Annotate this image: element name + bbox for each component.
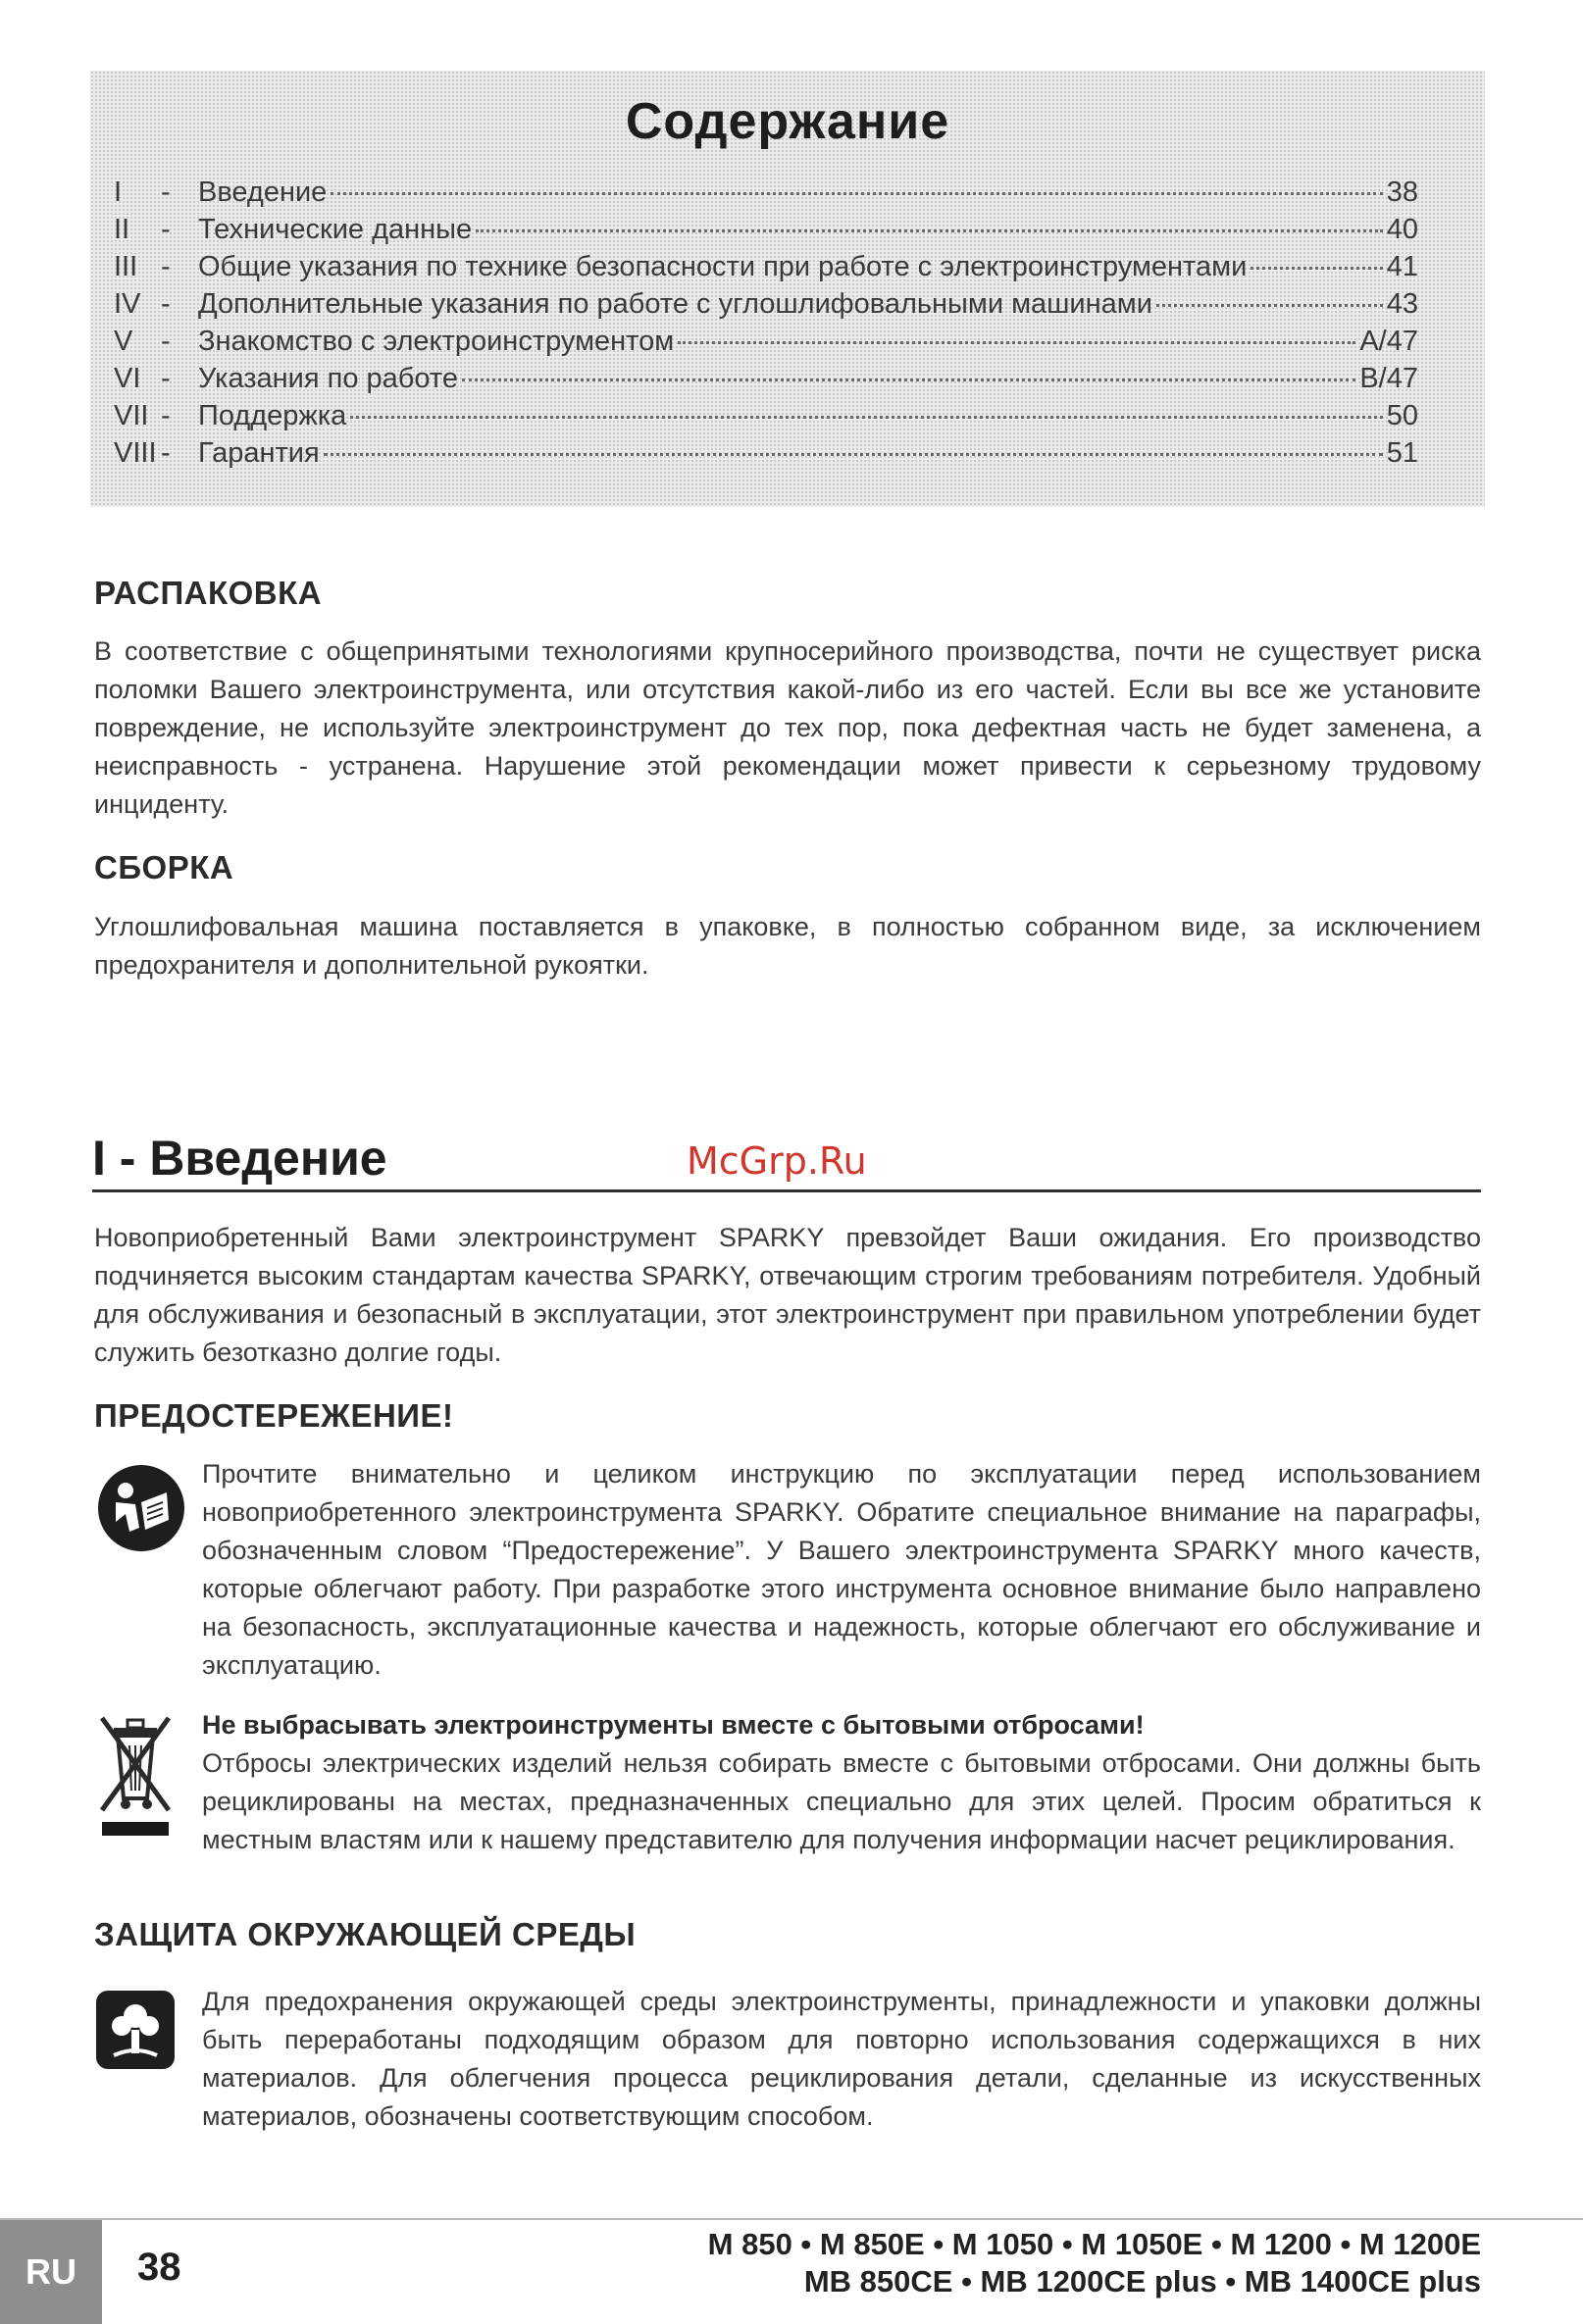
toc-item-label: Технические данные <box>198 214 473 245</box>
model-list-line: M 850 • M 850E • M 1050 • M 1050E • M 1200 • M 1200E <box>707 2227 1481 2261</box>
toc-item-leader <box>476 229 1383 232</box>
recycle-tree-icon <box>96 1991 175 2074</box>
toc-item-number: I <box>114 177 123 208</box>
warning-heading: ПРЕДОСТЕРЕЖЕНИЕ! <box>94 1397 454 1434</box>
toc-item-dash: - <box>161 214 171 245</box>
toc-item-label: Поддержка <box>198 400 347 431</box>
toc-item-page: 50 <box>1386 400 1418 431</box>
unpacking-text: В соответствие с общепринятыми технологиями крупносерийного производства, почти не существует риска поломки Вашего электроинструмента, или отсутствия какой-либо из его частей. Если вы все же установите повреждение, не используйте электроинструмент до тех пор, пока дефектная часть не будет заменена, а неисправность - устранена. Нарушение этой рекомендации может привести к серьезному трудовому инциденту. <box>94 636 1481 819</box>
toc-item-leader <box>331 192 1382 195</box>
disposal-heading: Не выбрасывать электроинструменты вместе с бытовыми отбросами! <box>202 1710 1145 1740</box>
toc-item-leader <box>350 416 1382 419</box>
intro-text: Новоприобретенный Вами электроинструмент SPARKY превзойдет Ваши ожидания. Его производство подчиняется высоким стандартам качества SPARKY, отвечающим строгим требованиям потребителя. Удобный для обслуживания и безопасный в эксплуатации, этот электроинструмент при правильном употреблении будет служить безотказно долгие годы. <box>94 1223 1481 1367</box>
toc-item-page: B/47 <box>1359 363 1418 394</box>
crossed-bin-icon <box>96 1712 175 1844</box>
toc-item-dash: - <box>161 177 171 208</box>
page-number: 38 <box>137 2246 181 2289</box>
toc-item-leader <box>1251 267 1382 270</box>
toc-item-number: V <box>114 326 133 357</box>
model-list <box>708 2226 1481 2300</box>
warning-text: Прочтите внимательно и целиком инструкцию по эксплуатации перед использованием новоприобретенного электроинструмента SPARKY. Обратите специальное внимание на параграфы, обозначенным словом “Предостережение”. У Вашего электроинструмента SPARKY много качеств, которые облегчают работу. При разработке этого инструмента основное внимание было направлено на безопасность, эксплуатационные качества и надежность, которые облегчают его обслуживание и эксплуатацию. <box>202 1459 1481 1680</box>
toc-item-number: VIII <box>114 437 157 469</box>
toc-item-page: 51 <box>1386 437 1418 469</box>
toc-title: Содержание <box>625 93 950 150</box>
environment-text: Для предохранения окружающей среды электроинструменты, принадлежности и упаковки должны быть переработаны подходящим образом для повторно использования содержащихся в них материалов. Для облегчения процесса рециклирования детали, сделанные из искусственных материалов, обозначены соответствующим способом. <box>202 1987 1481 2131</box>
toc-item-number: II <box>114 214 130 245</box>
toc-item[interactable] <box>114 177 1418 214</box>
toc-item-page: 43 <box>1386 288 1418 320</box>
toc-item-page: A/47 <box>1359 326 1418 357</box>
toc-item[interactable] <box>114 400 1418 437</box>
toc-item-dash: - <box>161 400 171 431</box>
toc-item-leader <box>324 453 1383 456</box>
toc-item-leader <box>462 379 1355 381</box>
toc-list <box>114 177 1418 475</box>
disposal-block <box>202 1706 1481 1859</box>
footer-divider <box>0 2218 1583 2220</box>
toc-item-number: III <box>114 251 138 282</box>
toc-item-label: Гарантия <box>198 437 320 469</box>
toc-item-dash: - <box>161 326 171 357</box>
section-title: I - Введение <box>92 1131 387 1186</box>
toc-item-dash: - <box>161 288 171 320</box>
unpacking-heading: РАСПАКОВКА <box>94 575 323 611</box>
toc-item-page: 40 <box>1386 214 1418 245</box>
toc-item-dash: - <box>161 363 171 394</box>
section-divider <box>92 1189 1481 1192</box>
toc-item-label: Указания по работе <box>198 363 458 394</box>
toc-item-label: Введение <box>198 177 328 208</box>
toc-item-leader <box>678 341 1355 344</box>
toc-item-dash: - <box>161 251 171 282</box>
toc-item-label: Знакомство с электроинструментом <box>198 326 675 357</box>
language-badge: RU <box>0 2220 102 2324</box>
toc-item[interactable] <box>114 437 1418 475</box>
toc-item[interactable] <box>114 363 1418 400</box>
assembly-text: Углошлифовальная машина поставляется в упаковке, в полностью собранном виде, за исключением предохранителя и дополнительной рукоятки. <box>94 912 1481 980</box>
toc-item-number: VII <box>114 400 149 431</box>
watermark: McGrp.Ru <box>687 1139 867 1183</box>
toc-item-number: VI <box>114 363 141 394</box>
toc-item-dash: - <box>161 437 171 469</box>
toc-item-label: Дополнительные указания по работе с углошлифовальными машинами <box>198 288 1152 320</box>
toc-item-page: 41 <box>1386 251 1418 282</box>
model-list-line: MB 850CE • MB 1200CE plus • MB 1400CE plus <box>803 2264 1481 2299</box>
toc-item[interactable] <box>114 326 1418 363</box>
toc-box <box>90 71 1485 507</box>
toc-item-leader <box>1156 304 1383 307</box>
toc-item[interactable] <box>114 251 1418 288</box>
toc-item-number: IV <box>114 288 141 320</box>
toc-item-page: 38 <box>1386 177 1418 208</box>
toc-item[interactable] <box>114 214 1418 251</box>
assembly-heading: СБОРКА <box>94 849 234 885</box>
environment-heading: ЗАЩИТА ОКРУЖАЮЩЕЙ СРЕДЫ <box>94 1916 637 1952</box>
toc-item-label: Общие указания по технике безопасности при работе с электроинструментами <box>198 251 1248 282</box>
disposal-text: Отбросы электрических изделий нельзя собирать вместе с бытовыми отбросами. Они должны быть рециклированы на местах, предназначенных специально для этих целей. Просим обратиться к местным властям или к нашему представителю для получения информации насчет рециклирования. <box>202 1748 1481 1854</box>
toc-item[interactable] <box>114 288 1418 326</box>
read-manual-icon <box>96 1463 186 1558</box>
